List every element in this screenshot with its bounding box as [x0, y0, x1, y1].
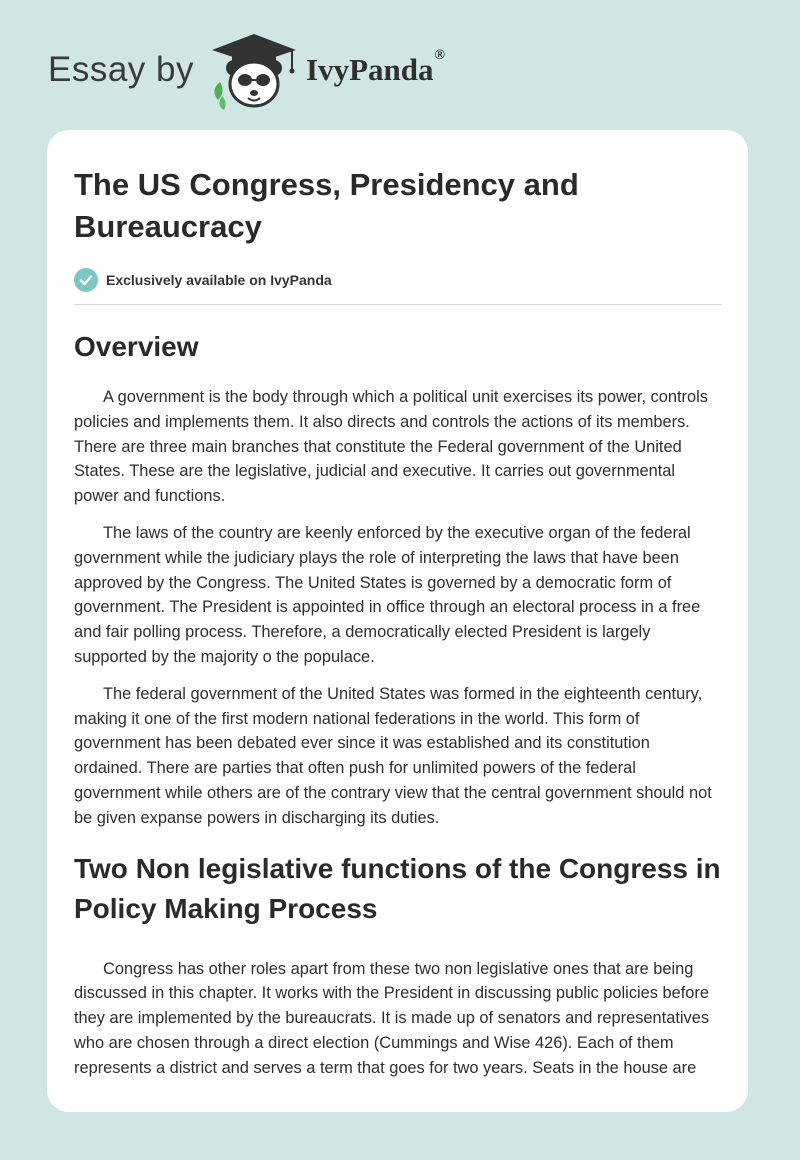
essay-card [47, 130, 748, 1112]
paragraph: A government is the body through which a political unit exercises its power, controls policies and implements them. It also directs and controls the actions of its members. There are three main branches that constitute the Federal government of the United States. These are the legislative, judicial and executive. It carries out governmental power and functions. [74, 388, 708, 506]
checkmark-icon [74, 268, 98, 292]
section-heading-non-legislative: Two Non legislative functions of the Congress in Policy Making Process [74, 852, 721, 924]
paragraph: The laws of the country are keenly enforced by the executive organ of the federal government while the judiciary plays the role of interpreting the laws that have been approved by the Congress. The United States is governed by a democratic form of government. The President is appointed in office through an electoral process in a free and fair polling process. Therefore, a democratically elected President is largely supported by the majority o the populace. [74, 523, 701, 666]
paragraph: The federal government of the United States was formed in the eighteenth century, making it one of the first modern national federations in the world. This form of government has been debated ever since it was established and its constitution ordained. There are parties that often push for unlimited powers of the federal government while others are of the contrary view that the central government should not be given expanse powers in discharging its duties. [74, 684, 712, 827]
ivypanda-logo-icon[interactable] [208, 30, 300, 110]
essay-by-label: Essay by [48, 50, 194, 89]
section-heading-overview: Overview [74, 331, 199, 362]
site-header [48, 30, 548, 110]
ivypanda-wordmark[interactable]: IvyPanda® [306, 48, 445, 87]
essay-title: The US Congress, Presidency and Bureaucracy [74, 167, 579, 244]
exclusive-label: Exclusively available on IvyPanda [106, 272, 332, 288]
exclusive-badge [74, 268, 722, 305]
paragraph: Congress has other roles apart from these two non legislative ones that are being discussed in this chapter. It works with the President in discussing public policies before they are implemented by the bureaucrats. It is made up of senators and representatives who are chosen through a direct election (Cummings and Wise 426). Each of them represents a district and serves a term that goes for two years. Seats in the house are [74, 959, 710, 1077]
